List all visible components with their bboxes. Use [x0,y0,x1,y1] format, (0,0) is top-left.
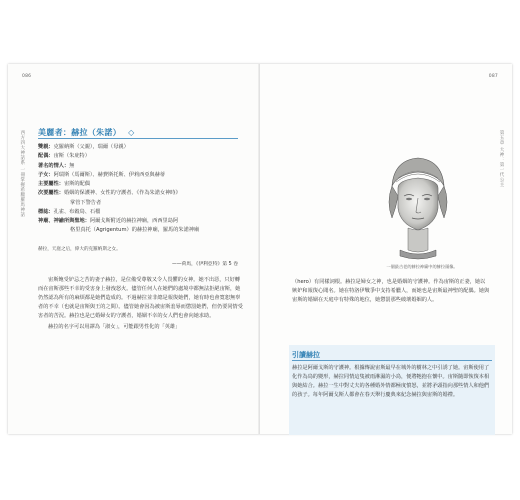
info-key: 雙親： [38,144,54,150]
info-row [38,143,243,152]
title-underline [38,138,238,139]
box-title: 引讀赫拉 [292,351,320,359]
page-title [38,127,135,138]
info-value: 格里真托（Agrigentum）的赫拉神廟，羅馬的朱諾神廟 [70,227,200,234]
info-row [38,180,243,189]
side-text-left: 西方四大神話系 一冊掌握希臘羅馬神話 [19,130,25,217]
info-row [38,217,243,226]
info-row [38,199,243,208]
hera-statue-image [378,152,458,260]
page-number-right: 087 [488,74,498,79]
body-text-left [38,276,243,333]
side-text-right: 第五章 大神：第一代公主 [499,130,504,187]
box-body [292,364,492,400]
info-row [38,226,243,235]
left-page [8,64,260,434]
info-value: 孔雀、布穀鳥、石榴 [53,208,101,215]
body-text-right [292,278,490,305]
info-value: 掌管下警告者 [70,199,102,206]
quote-caption: 赫拉，天庭之后，偉大的克羅納斯之女。 [38,247,121,252]
right-page [260,64,512,434]
diamond-icon: ◇ [128,128,135,137]
info-list [38,143,243,236]
box-paragraph: 赫拉是阿爾戈斯的守護神。根據傳說宙斯最早在城外的樹林之中引誘了她。宙斯使用了化作為鳥的變形，赫拉同情這隻被雨淋濕的小鳥，便將牠抱在懷中。宙斯隨即恢復本相與她結合。赫拉一生中對丈夫的各種婚外情都極度憤怒，並將矛頭指向那些情人和他們的孩子。每年阿爾戈斯人都會在春天舉行慶典來紀念赫拉與宙斯的婚禮。 [292,365,490,399]
info-key: 主要屬性： [38,181,64,187]
paragraph: （hero）有同樣詞根。赫拉是婦女之神，也是婚姻的守護神。作為宙斯的正妻，她以嫉妒和報復心聞名。她在特洛伊戰爭中支持希臘人，而她也是宙斯最神聖的配偶。她與宙斯的婚姻在天庭中有特殊的地位，她懲罰那些破壞婚姻的人。 [292,279,490,304]
info-value: 克羅納斯（父親），瑞爾（母親） [53,144,129,150]
quote-source: ——荷馬，《伊利亞特》第 5 卷 [171,262,238,267]
info-row [38,152,243,161]
paragraph: 赫拉的名字可以用譯為「淑女」，可能跟男性化的「英雄」 [48,324,181,331]
info-key: 著名的情人： [38,162,70,169]
info-value: 宙斯（朱庇特） [53,153,90,160]
info-key: 神廟、神諭所與聖地： [38,218,90,224]
paragraph: 宙斯飽受妒忌之苦的妻子赫拉，是位備受尊敬又令人畏懼的女神。她不出惡，只好轉而在宙斯那些不幸的受害身上發洩怒火。儘管任何人在她們的處境中都無法拒絕宙斯，她仍然認為所有的麻煩都是她們造成的。不過赫拉並非總是報復她們，她有時也會寬恕無辜者的不幸（也就是宙斯與王的之間）。儘管她會因為被宙斯羞辱而懲罰她們，但仍要同情受害者的苦況。赫拉也是已婚婦女的守護者，婚姻不幸的女人們也會向她求助。 [38,277,243,320]
info-key: 標誌： [38,208,54,215]
info-value: 阿爾戈斯附近的赫拉神廟，西西里島阿 [89,218,179,224]
info-row [38,171,243,180]
info-row [38,189,243,198]
info-key: 子女： [38,171,54,178]
info-value: 無 [69,162,75,169]
info-value: 婚姻的保護神、女性的守護者、《作為朱諾女神時》 [63,190,181,197]
box-title-underline [292,360,492,361]
info-value: 宙斯的配偶 [63,181,90,187]
info-row [38,208,243,217]
info-value: 阿瑞斯（馬爾斯）、赫費斯托斯、伊莉西亞與赫蒂 [53,171,166,178]
info-key: 配偶： [38,153,54,160]
info-key: 次要屬性： [38,190,64,197]
page-number-left: 086 [22,74,32,79]
title-text: 美麗者：赫拉（朱諾） [38,128,121,137]
book-spread [8,64,512,434]
image-caption: 一個最古老的赫拉神廟中的赫拉頭像。 [386,264,458,269]
info-row [38,162,243,171]
